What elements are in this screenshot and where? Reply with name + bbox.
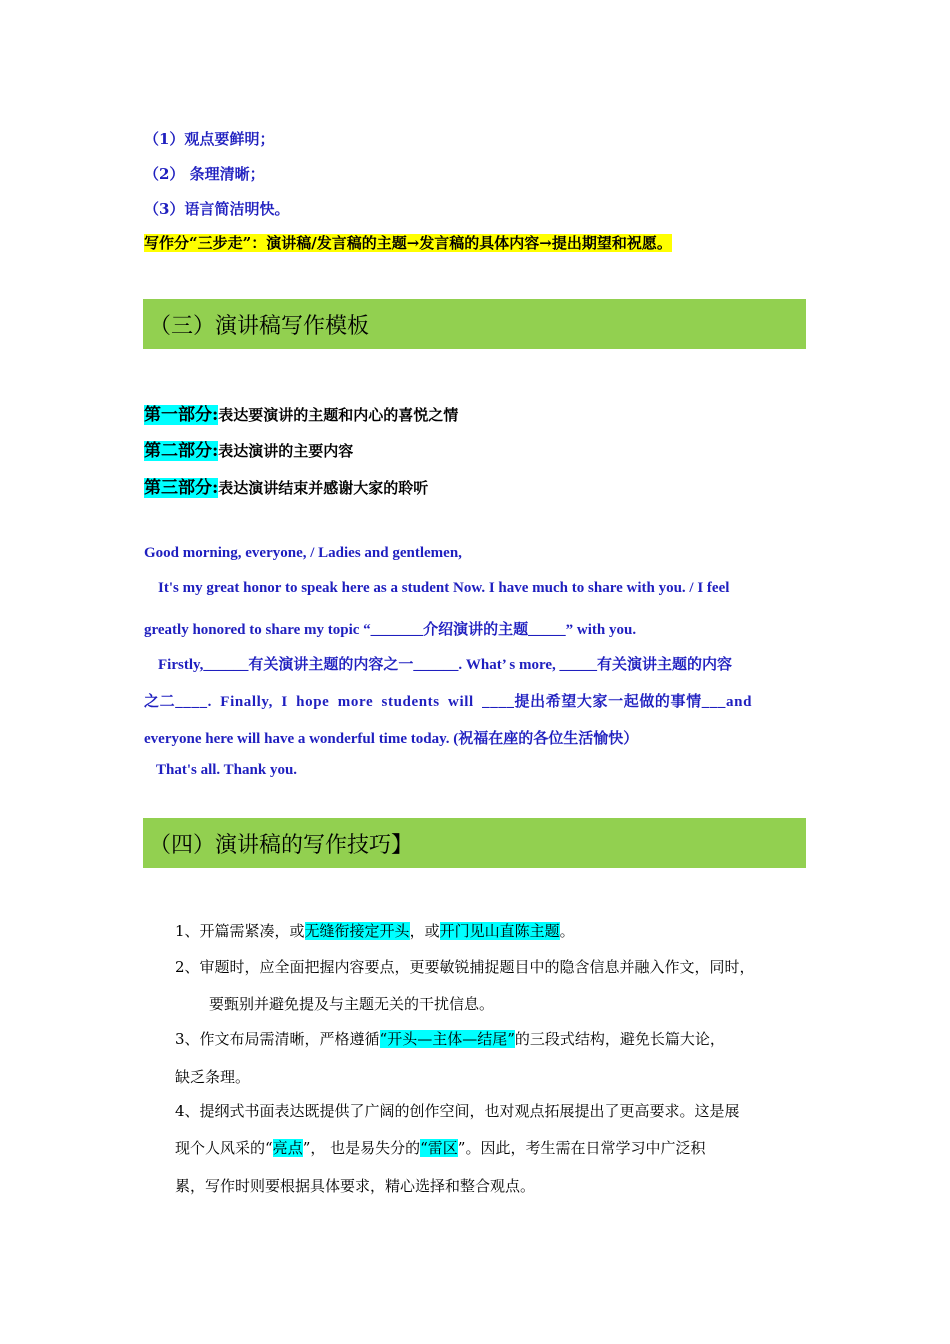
tip-1-text-b: ，或 (409, 922, 440, 940)
template-line-7: That's all. Thank you. (156, 762, 298, 778)
section-3-title: （三）演讲稿写作模板 (149, 313, 370, 339)
tip-1 (175, 920, 575, 941)
section-3-header (143, 299, 806, 349)
part-2 (144, 436, 353, 461)
section-4-title: （四）演讲稿的写作技巧】 (149, 832, 414, 858)
template-line-2: It's my great honor to speak here as a student Now. I have much to share with you. / I feel (158, 580, 730, 596)
tip-3-line-2: 缺乏条理。 (175, 1068, 251, 1086)
part-3-label: 第三部分: (144, 478, 219, 498)
tip-4-highlight-1: 亮点 (272, 1139, 303, 1157)
tip-4-line-2 (175, 1137, 705, 1158)
tip-2-line-2: 要甄别并避免提及与主题无关的干扰信息。 (209, 995, 495, 1013)
template-line-3: greatly honored to share my topic “_______介绍演讲的主题_____” with you. (144, 622, 637, 638)
template-line-4: Firstly,______有关演讲主题的内容之一______. What’ s more, _____有关演讲主题的内容 (158, 657, 733, 673)
tip-4-text-a: 现个人风采的“ (175, 1139, 273, 1157)
requirement-3: （3）语言简洁明快。 (144, 200, 290, 218)
tip-3-text-a: 3、作文布局需清晰，严格遵循 (175, 1030, 380, 1048)
part-1 (144, 400, 458, 425)
section-4-header (143, 818, 806, 868)
part-2-label: 第二部分: (144, 441, 219, 461)
tip-4-highlight-2: “雷区 (420, 1139, 458, 1157)
part-2-text: 表达演讲的主要内容 (218, 442, 354, 460)
tip-4-line-3: 累，写作时则要根据具体要求，精心选择和整合观点。 (175, 1177, 536, 1195)
tip-3-line-1 (175, 1028, 725, 1049)
three-steps-highlight: 写作分“三步走”：演讲稿/发言稿的主题→发言稿的具体内容→提出期望和祝愿。 (144, 234, 672, 252)
tip-2-line-1: 2、审题时，应全面把握内容要点，更要敏锐捕捉题目中的隐含信息并融入作文，同时， (175, 958, 755, 976)
template-line-6: everyone here will have a wonderful time today. (祝福在座的各位生活愉快） (144, 731, 639, 747)
tip-3-text-b: 的三段式结构，避免长篇大论， (514, 1030, 725, 1048)
part-1-text: 表达要演讲的主题和内心的喜悦之情 (218, 406, 459, 424)
part-1-label: 第一部分: (144, 405, 219, 425)
requirement-1: （1）观点要鲜明； (144, 130, 275, 148)
tip-1-text-c: 。 (559, 922, 575, 940)
tip-4-text-b: ”， 也是易失分的 (302, 1139, 421, 1157)
tip-1-text-a: 1、开篇需紧凑，或 (175, 922, 305, 940)
tip-1-highlight-1: 无缝衔接定开头 (304, 922, 410, 940)
requirement-2: （2） 条理清晰； (144, 165, 265, 183)
tip-3-highlight: “开头—主体—结尾” (379, 1030, 515, 1048)
three-steps-note (144, 232, 672, 253)
template-line-5: 之二____. Finally, I hope more students will ____提出希望大家一起做的事情___and (144, 694, 753, 710)
tip-1-highlight-2: 开门见山直陈主题 (439, 922, 560, 940)
tip-4-text-c: ”。因此，考生需在日常学习中广泛积 (457, 1139, 706, 1157)
tip-4-line-1: 4、提纲式书面表达既提供了广阔的创作空间，也对观点拓展提出了更高要求。这是展 (175, 1102, 740, 1120)
part-3-text: 表达演讲结束并感谢大家的聆听 (218, 479, 429, 497)
template-line-1: Good morning, everyone, / Ladies and gentlemen, (144, 545, 462, 561)
part-3 (144, 473, 428, 498)
